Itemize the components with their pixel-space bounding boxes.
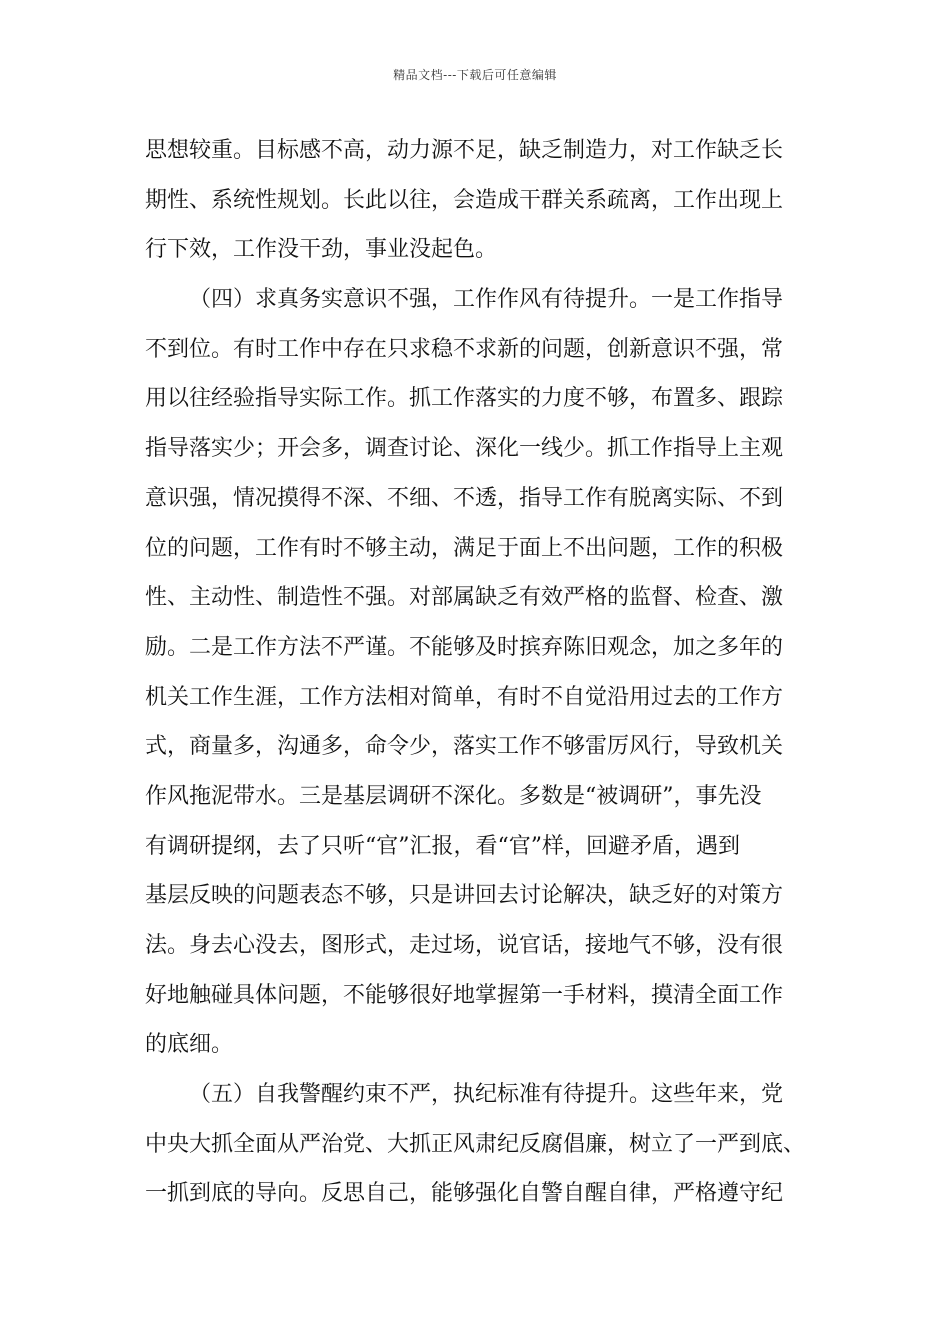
text-line: 位的问题，工作有时不够主动，满足于面上不出问题，工作的积极 bbox=[145, 535, 784, 561]
text-line: 指导落实少；开会多，调查讨论、深化一线少。抓工作指导上主观 bbox=[145, 436, 784, 462]
text-line: 励。二是工作方法不严谨。不能够及时摈弃陈旧观念，加之多年的 bbox=[145, 634, 784, 660]
text-line: 不到位。有时工作中存在只求稳不求新的问题，创新意识不强，常 bbox=[145, 336, 784, 362]
text-line: 期性、系统性规划。长此以往，会造成干群关系疏离，工作出现上 bbox=[145, 187, 784, 213]
paragraph-start-line: （五）自我警醒约束不严，执纪标准有待提升。这些年来，党 bbox=[189, 1082, 784, 1108]
text-line: 意识强，情况摸得不深、不细、不透，指导工作有脱离实际、不到 bbox=[145, 485, 784, 511]
text-line: 式，商量多，沟通多，命令少，落实工作不够雷厉风行，导致机关 bbox=[145, 734, 784, 760]
document-body bbox=[145, 126, 810, 1219]
text-line: 中央大抓全面从严治党、大抓正风肃纪反腐倡廉，树立了一严到底、 bbox=[145, 1131, 806, 1157]
text-line: 好地触碰具体问题，不能够很好地掌握第一手材料，摸清全面工作 bbox=[145, 982, 784, 1008]
text-line: 性、主动性、制造性不强。对部属缺乏有效严格的监督、检查、激 bbox=[145, 585, 784, 611]
text-line: 一抓到底的导向。反思自己，能够强化自警自醒自律，严格遵守纪 bbox=[145, 1181, 784, 1207]
text-line: 的底细。 bbox=[145, 1032, 234, 1058]
text-line: 行下效，工作没干劲，事业没起色。 bbox=[145, 237, 498, 263]
page-header: 精品文档---下载后可任意编辑 bbox=[393, 68, 557, 82]
text-line: 法。身去心没去，图形式，走过场，说官话，接地气不够，没有很 bbox=[145, 933, 784, 958]
text-line: 基层反映的问题表态不够，只是讲回去讨论解决，缺乏好的对策方 bbox=[145, 883, 784, 909]
paragraph-start-line: （四）求真务实意识不强，工作作风有待提升。一是工作指导 bbox=[189, 287, 784, 313]
text-line: 思想较重。目标感不高，动力源不足，缺乏制造力，对工作缺乏长 bbox=[145, 138, 784, 163]
text-line: 有调研提纲，去了只听“官”汇报，看“官”样，回避矛盾，遇到 bbox=[145, 833, 740, 859]
text-line: 用以往经验指导实际工作。抓工作落实的力度不够，布置多、跟踪 bbox=[145, 386, 784, 412]
text-line: 作风拖泥带水。三是基层调研不深化。多数是“被调研”，事先没 bbox=[145, 783, 762, 809]
text-line: 机关工作生涯，工作方法相对简单，有时不自觉沿用过去的工作方 bbox=[145, 684, 784, 710]
